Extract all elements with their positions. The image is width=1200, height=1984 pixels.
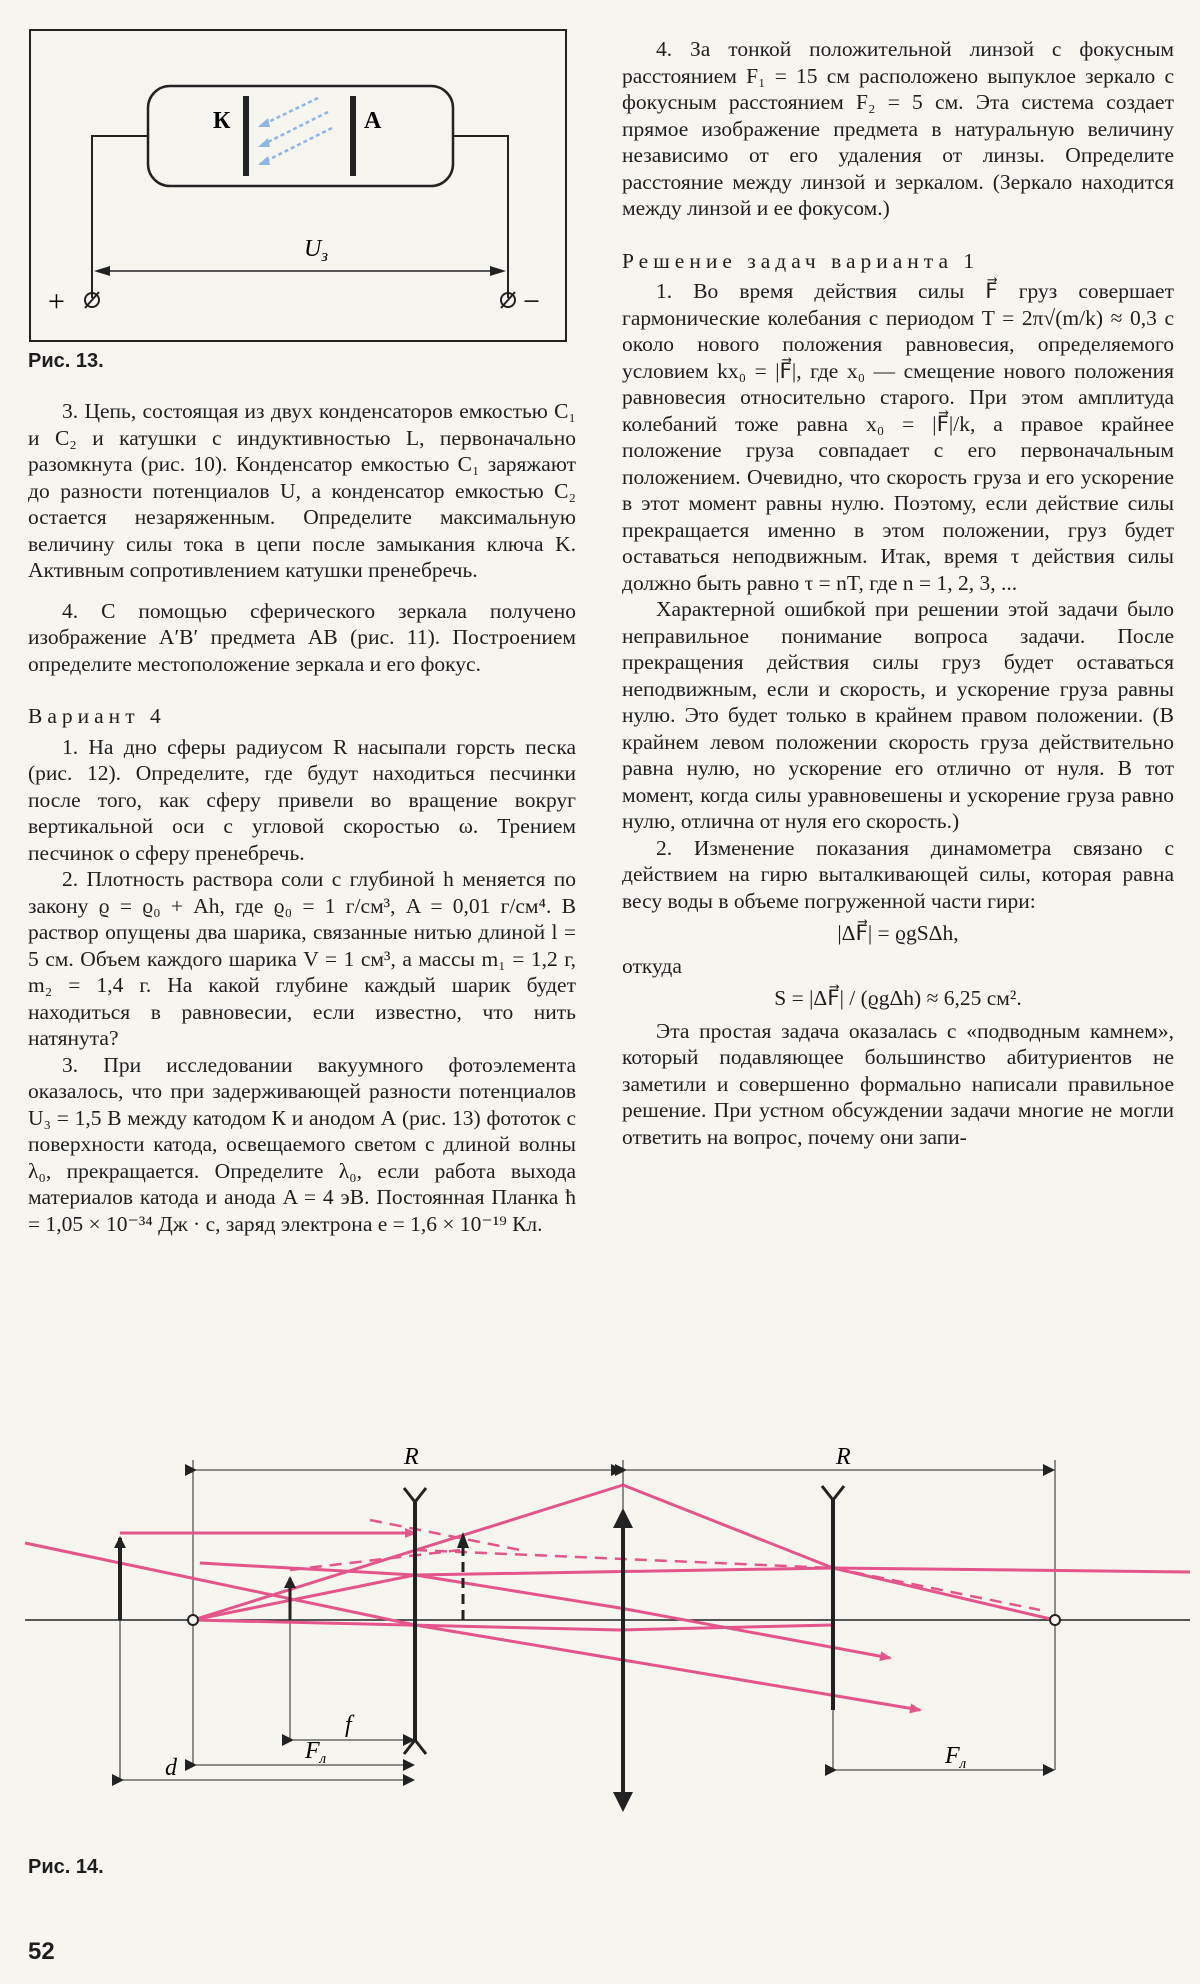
variant3-task4: 4. С помощью сферического зеркала получено изображение A′B′ предмета AB (рис. 11). Построением определите местоположение зеркала и его фокус.: [28, 598, 576, 676]
figure-13-caption: Рис. 13.: [28, 350, 104, 372]
label-fl-right: $F_л$: [945, 1743, 967, 1772]
figure-14: [0, 1440, 1200, 1860]
variant4-task4: 4. За тонкой положительной линзой с фокусным расстоянием F₁ = 15 см расположено выпуклое зеркало с фокусным расстоянием F₂ = 5 см. Эта система создает прямое изображение предмета в натуральную величину независимо от его удаления от линзы. Определите расстояние между линзой и зеркалом. (Зеркало находится между линзой и ее фокусом.): [622, 37, 1174, 220]
variant4-heading: Вариант 4: [28, 704, 166, 728]
right-column: [622, 36, 1174, 1150]
variant3-task3: 3. Цепь, состоящая из двух конденсаторов емкостью C₁ и C₂ и катушки с индуктивностью L, первоначально разомкнута (рис. 10). Конденсатор емкостью C₁ заряжают до разности потенциалов U, а конденсатор емкостью C₂ остается незаряженным. Определите максимальную величину силы тока в цепи после замыкания ключа K. Активным сопротивлением катушки пренебречь.: [28, 399, 576, 582]
minus-terminal: −: [523, 285, 540, 318]
figure-13: [28, 28, 568, 343]
label-R-right: R: [836, 1444, 851, 1470]
cathode-label: К: [213, 108, 231, 134]
figure-14-diagram: [0, 1440, 1200, 1860]
whence-text: откуда: [622, 953, 682, 978]
solutions-heading: Решение задач варианта 1: [622, 248, 980, 273]
label-R-left: R: [404, 1444, 419, 1470]
voltage-label: $U_з$: [304, 236, 328, 265]
formula-delta-f: |ΔF⃗| = ϱgSΔh,: [837, 921, 959, 945]
variant4-task1: 1. На дно сферы радиусом R насыпали горсть песка (рис. 12). Определите, где будут находиться песчинки после того, как сферу привели во вращение вокруг вертикальной оси с угловой скоростью ω. Трением песчинок о сферу пренебречь.: [28, 734, 576, 865]
anode-label: А: [364, 108, 382, 134]
figure-14-caption: Рис. 14.: [28, 1856, 104, 1878]
variant4-task2: 2. Плотность раствора соли с глубиной h меняется по закону ϱ = ϱ₀ + Ah, где ϱ₀ = 1 г/см³, A = 0,01 г/см⁴. В раствор опущены два шарика, связанные нитью длиной l = 5 см. Объем каждого шарика V = 1 см³, а массы m₁ = 1,2 г, m₂ = 1,4 г. На какой глубине каждый шарик будет находиться в равновесии, если известно, что нить натянута?: [28, 867, 576, 1050]
solution2: 2. Изменение показания динамометра связано с действием на гирю выталкивающей силы, которая равна весу воды в объеме погруженной части гири:: [622, 835, 1174, 913]
solution1: 1. Во время действия силы F⃗ груз совершает гармонические колебания с периодом T = 2π√(m/k) ≈ 0,3 с около нового положения равновесия, определяемого условием kx₀ = |F⃗|, где x₀ — смещение нового положения равновесия относительно старого. При этом амплитуда колебаний тоже равна x₀ = |F⃗|/k, а правое крайнее положение груза совпадает с его первоначальным положением. Очевидно, что скорость груза и его ускорение в этот момент равны нулю. Поэтому, если действие силы прекращается именно в этом положении, груз будет оставаться неподвижным. Итак, время τ действия силы должно быть равно τ = nT, где n = 1, 2, 3, ...: [622, 279, 1174, 595]
label-d: d: [165, 1755, 177, 1781]
figure-13-diagram: [28, 28, 568, 343]
left-column: [28, 398, 576, 1237]
solution2-comment: Эта простая задача оказалась с «подводным камнем», который подавляющее большинство абитуриентов не заметили и совершенно формально написали правильное решение. При устном обсуждении задачи многие не могли ответить на вопрос, почему они запи-: [622, 1018, 1174, 1149]
formula-s: S = |ΔF⃗| / (ϱgΔh) ≈ 6,25 см².: [774, 986, 1022, 1010]
solution1-comment: Характерной ошибкой при решении этой задачи было неправильное понимание вопроса задачи. После прекращения действия силы груз будет оставаться неподвижным, если и скорость, и ускорение груза равны нулю. Это будет только в крайнем правом положении. (В крайнем левом положении скорость груза действительно равна нулю, но ускорение его отлично от нуля. В тот момент, когда силы уравновешены и ускорение груза равно нулю, отлична от нуля его скорость.): [622, 597, 1174, 833]
page-number: 52: [28, 1938, 55, 1965]
label-fl-left: $F_л$: [305, 1738, 327, 1767]
variant4-task3: 3. При исследовании вакуумного фотоэлемента оказалось, что при задерживающей разности потенциалов U₃ = 1,5 В между катодом К и анодом А (рис. 13) фототок с поверхности катода, освещаемого светом с длиной волны λ₀, прекращается. Определите λ₀, если работа выхода материалов катода и анода A = 4 эВ. Постоянная Планка ħ = 1,05 × 10⁻³⁴ Дж · с, заряд электрона e = 1,6 × 10⁻¹⁹ Кл.: [28, 1052, 576, 1236]
label-f: f: [345, 1712, 352, 1738]
plus-terminal: +: [48, 285, 65, 318]
